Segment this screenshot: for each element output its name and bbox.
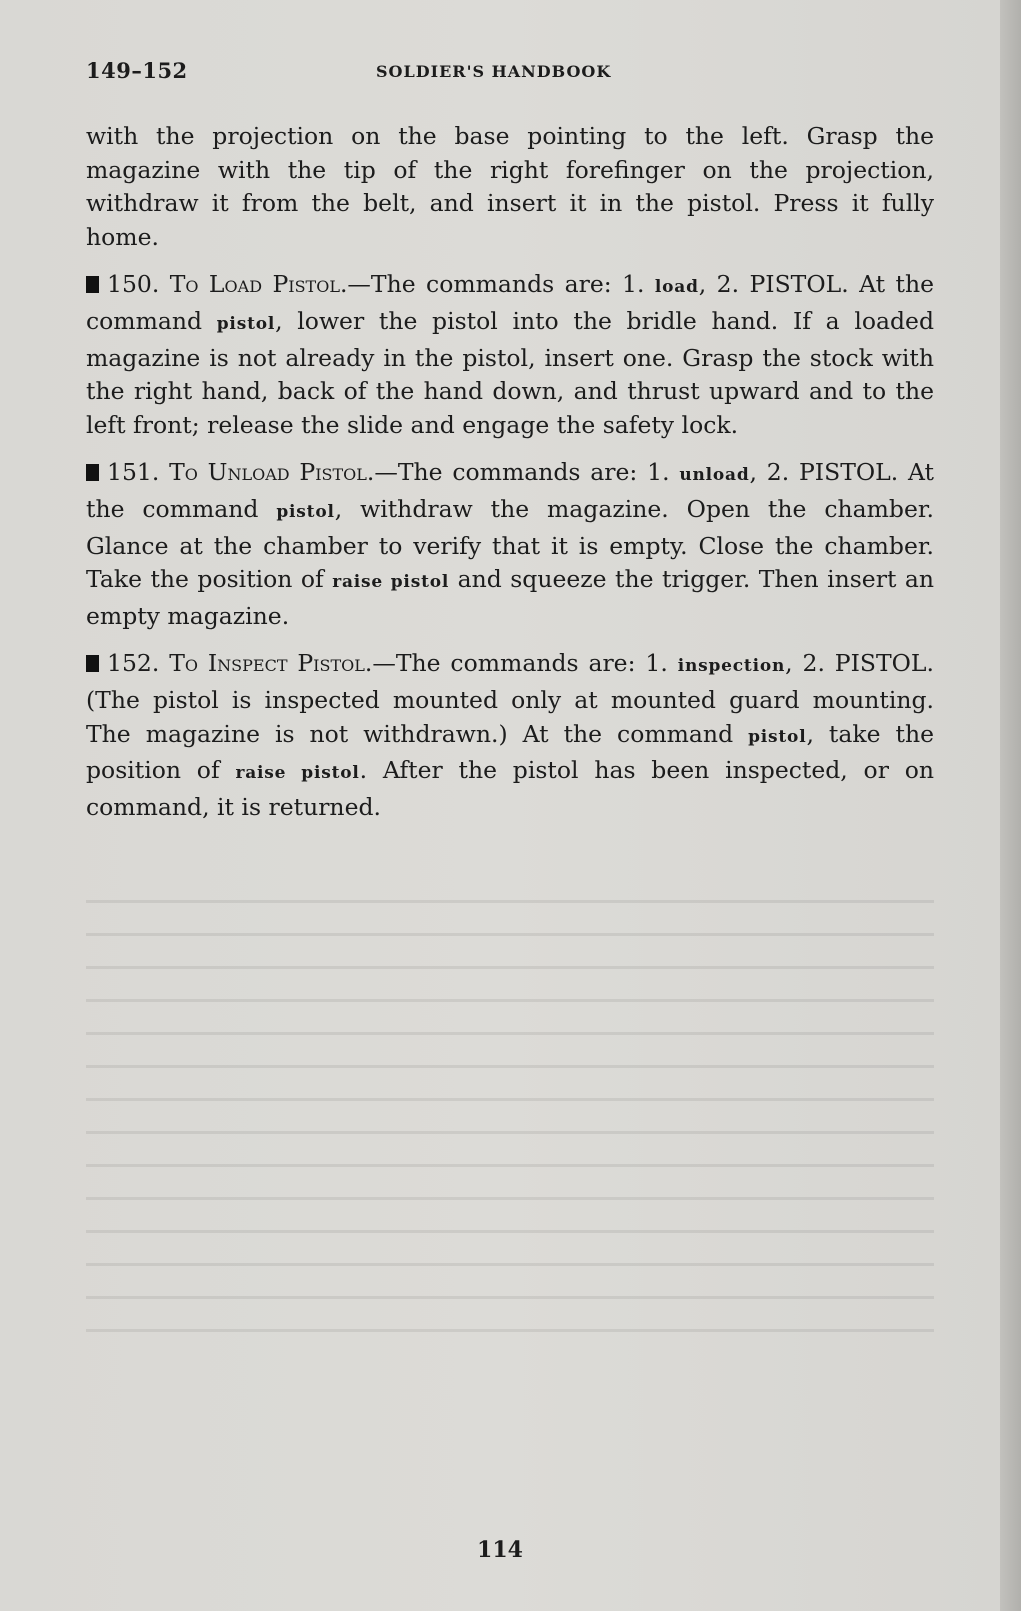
command-word: pistol [216, 313, 276, 334]
paragraph-number: 151. [107, 458, 160, 487]
paragraph-heading: To Unload Pistol. [169, 458, 375, 487]
page-number: 114 [477, 1537, 523, 1563]
section-marker-icon [86, 655, 99, 672]
paragraph-150: 150. To Load Pistol.—The commands are: 1. load, 2. PISTOL. At the command pistol, lower the pistol into the bridle hand. If a loaded magazine is not already in the pistol, insert one. Grasp the stock with the right hand, back of the hand down, and thrust upward and to the left front; release the slide and engage the safety lock. [86, 270, 934, 439]
paragraph-number: 150. [107, 270, 160, 299]
command-word: pistol [276, 501, 335, 522]
command-word: raise pistol [332, 572, 450, 593]
body-text [86, 120, 934, 838]
paragraph-152: 152. To Inspect Pistol.—The commands are: 1. inspection, 2. PISTOL. (The pistol is inspected mounted only at mounted guard mounting. The magazine is not withdrawn.) At the command pistol, take the position of raise pistol. After the pistol has been inspected, or on command, it is returned. [86, 649, 934, 821]
running-head [86, 58, 936, 88]
paragraph-heading: To Inspect Pistol. [169, 649, 373, 678]
paragraph-range: 149–152 [86, 58, 188, 83]
command-word: unload [679, 465, 750, 486]
book-title: SOLDIER'S HANDBOOK [376, 62, 612, 81]
paragraph-149-continuation: with the projection on the base pointing to the left. Grasp the magazine with the tip of the right forefinger on the projection, withdraw it from the belt, and insert it in the pistol. Press it fully home. [86, 122, 934, 251]
command-word: load [654, 277, 699, 298]
paragraph-151: 151. To Unload Pistol.—The commands are: 1. unload, 2. PISTOL. At the command pistol, withdraw the magazine. Open the chamber. Glance at the chamber to verify that it is empty. Close the chamber. Take the position of raise pistol and squeeze the trigger. Then insert an empty magazine. [86, 458, 935, 630]
paragraph-heading: To Load Pistol. [169, 270, 348, 299]
command-word: raise pistol [235, 763, 360, 784]
page-edge [1000, 0, 1021, 1611]
command-word: inspection [677, 656, 786, 677]
section-marker-icon [86, 276, 99, 293]
paragraph-number: 152. [107, 649, 160, 678]
command-word: pistol [748, 726, 807, 747]
section-marker-icon [86, 464, 99, 481]
show-through-text [86, 900, 934, 1370]
